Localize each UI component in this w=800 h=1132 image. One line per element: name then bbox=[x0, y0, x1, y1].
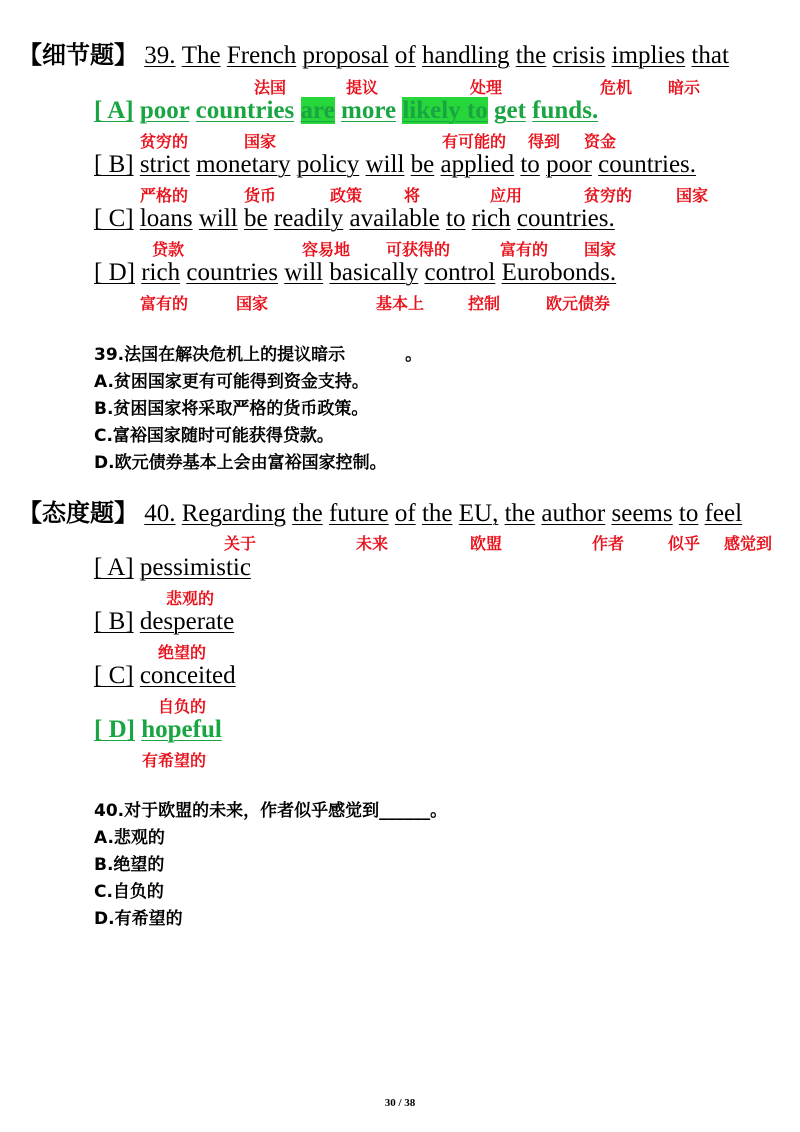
gloss: 基本上 bbox=[376, 294, 425, 313]
option-word: to bbox=[446, 205, 466, 232]
option-word: basically bbox=[329, 259, 419, 286]
gloss: 作者 bbox=[592, 534, 625, 553]
stem-word: that bbox=[691, 42, 729, 69]
gloss: 有可能的 bbox=[442, 132, 507, 151]
option-word: be bbox=[244, 205, 268, 232]
gloss: 处理 bbox=[470, 78, 503, 97]
gloss: 容易地 bbox=[302, 240, 351, 259]
gloss: 应用 bbox=[490, 186, 523, 205]
q39-translation-b: B.贫困国家将采取严格的货币政策。 bbox=[94, 399, 369, 419]
option-word: will bbox=[365, 151, 405, 178]
option-word: control bbox=[424, 259, 496, 286]
gloss: 国家 bbox=[244, 132, 277, 151]
option-word: readily bbox=[273, 205, 344, 232]
stem-word: future bbox=[328, 500, 389, 527]
stem-word: author bbox=[541, 500, 606, 527]
q39-option-d bbox=[94, 258, 616, 288]
q40-translation-d: D.有希望的 bbox=[94, 909, 183, 929]
gloss: 国家 bbox=[676, 186, 709, 205]
gloss: 关于 bbox=[224, 534, 257, 553]
option-word: poor bbox=[546, 151, 592, 178]
highlighted-word: are bbox=[300, 97, 335, 124]
option-letter: [ D] bbox=[94, 716, 135, 743]
gloss: 富有的 bbox=[140, 294, 189, 313]
option-word: get bbox=[494, 97, 526, 124]
option-letter: [ C] bbox=[94, 205, 134, 232]
q39-translation-stem bbox=[94, 344, 422, 366]
option-word: available bbox=[349, 205, 440, 232]
gloss: 提议 bbox=[346, 78, 379, 97]
option-word: countries bbox=[186, 259, 278, 286]
stem-word: to bbox=[678, 500, 699, 527]
option-word: poor bbox=[139, 97, 190, 124]
page-number bbox=[0, 1097, 800, 1109]
gloss: 未来 bbox=[356, 534, 389, 553]
q39-option-b bbox=[94, 150, 696, 180]
option-word: pessimistic bbox=[139, 554, 251, 581]
translation-blank: 。 bbox=[405, 345, 423, 365]
option-letter: [ D] bbox=[94, 259, 135, 286]
stem-word: The bbox=[181, 42, 221, 69]
q39-option-c bbox=[94, 204, 615, 234]
option-word: conceited bbox=[139, 662, 236, 689]
q40-translation-a: A.悲观的 bbox=[94, 828, 165, 848]
gloss: 感觉到 bbox=[724, 534, 773, 553]
gloss: 富有的 bbox=[500, 240, 549, 259]
q39-translation-c: C.富裕国家随时可能获得贷款。 bbox=[94, 426, 334, 446]
q40-translation-stem: 40.对于欧盟的未来，作者似乎感觉到______。 bbox=[94, 801, 448, 821]
option-word: strict bbox=[139, 151, 190, 178]
option-word: policy bbox=[296, 151, 360, 178]
option-word: countries. bbox=[598, 151, 697, 178]
stem-word: the bbox=[515, 42, 547, 69]
option-word: countries. bbox=[516, 205, 615, 232]
option-word: rich bbox=[471, 205, 511, 232]
stem-word: implies bbox=[611, 42, 686, 69]
stem-word: proposal bbox=[302, 42, 389, 69]
q40-type-label: 【态度题】 bbox=[18, 499, 138, 527]
option-word: monetary bbox=[196, 151, 291, 178]
q40-translation-b: B.绝望的 bbox=[94, 855, 165, 875]
stem-word: feel bbox=[704, 500, 743, 527]
gloss: 欧元债券 bbox=[546, 294, 611, 313]
gloss: 国家 bbox=[584, 240, 617, 259]
stem-word: handling bbox=[421, 42, 510, 69]
q40-translation-c: C.自负的 bbox=[94, 882, 164, 902]
option-word: countries bbox=[195, 97, 295, 124]
gloss: 危机 bbox=[600, 78, 633, 97]
translation-stem-text: 39.法国在解决危机上的提议暗示 bbox=[94, 345, 346, 365]
gloss: 贫穷的 bbox=[584, 186, 633, 205]
gloss: 可获得的 bbox=[386, 240, 451, 259]
option-letter: [ A] bbox=[94, 554, 134, 581]
gloss: 暗示 bbox=[668, 78, 701, 97]
gloss: 国家 bbox=[236, 294, 269, 313]
gloss: 绝望的 bbox=[158, 643, 207, 662]
stem-word: of bbox=[394, 500, 416, 527]
option-word: more bbox=[341, 97, 397, 124]
gloss: 法国 bbox=[254, 78, 287, 97]
gloss: 欧盟 bbox=[470, 534, 503, 553]
q39-stem-line bbox=[18, 40, 729, 71]
stem-word: crisis bbox=[552, 42, 606, 69]
option-word: loans bbox=[139, 205, 193, 232]
gloss: 自负的 bbox=[158, 697, 207, 716]
option-word: will bbox=[284, 259, 324, 286]
option-word: rich bbox=[141, 259, 181, 286]
stem-word: seems bbox=[611, 500, 673, 527]
option-word: Eurobonds. bbox=[501, 259, 617, 286]
q39-type-label: 【细节题】 bbox=[18, 41, 138, 69]
gloss: 政策 bbox=[330, 186, 363, 205]
stem-word: the bbox=[292, 500, 323, 527]
option-word: desperate bbox=[139, 608, 235, 635]
gloss: 贷款 bbox=[152, 240, 185, 259]
option-letter: [ A] bbox=[94, 97, 134, 124]
stem-word: 39. bbox=[144, 42, 176, 69]
page-separator: / bbox=[398, 1097, 402, 1109]
stem-word: the bbox=[421, 500, 453, 527]
option-word: applied bbox=[440, 151, 515, 178]
stem-word: 40. bbox=[144, 500, 176, 527]
q39-translation-d: D.欧元债券基本上会由富裕国家控制。 bbox=[94, 453, 387, 473]
gloss: 贫穷的 bbox=[140, 132, 189, 151]
gloss: 似乎 bbox=[668, 534, 701, 553]
gloss: 悲观的 bbox=[166, 589, 215, 608]
q39-translation-a: A.贫困国家更有可能得到资金支持。 bbox=[94, 372, 369, 392]
stem-word: Regarding bbox=[181, 500, 286, 527]
q40-option-c bbox=[94, 661, 236, 691]
stem-word: the bbox=[504, 500, 536, 527]
q40-stem-line bbox=[18, 498, 742, 529]
gloss: 资金 bbox=[584, 132, 617, 151]
gloss: 得到 bbox=[528, 132, 561, 151]
option-letter: [ C] bbox=[94, 662, 134, 689]
current-page: 30 bbox=[384, 1097, 396, 1109]
highlighted-word: likely to bbox=[402, 97, 488, 124]
option-word: will bbox=[198, 205, 238, 232]
option-letter: [ B] bbox=[94, 608, 134, 635]
q40-option-b bbox=[94, 607, 234, 637]
gloss: 有希望的 bbox=[142, 751, 207, 770]
gloss: 货币 bbox=[244, 186, 277, 205]
q40-option-d bbox=[94, 715, 222, 745]
total-pages: 38 bbox=[404, 1097, 416, 1109]
option-word: be bbox=[410, 151, 435, 178]
option-word: hopeful bbox=[141, 716, 222, 743]
q39-option-a bbox=[94, 96, 598, 126]
gloss: 将 bbox=[404, 186, 421, 205]
q40-option-a bbox=[94, 553, 251, 583]
gloss: 严格的 bbox=[140, 186, 189, 205]
stem-word: EU, bbox=[458, 500, 499, 527]
option-word: funds. bbox=[532, 97, 599, 124]
stem-word: of bbox=[394, 42, 416, 69]
option-word: to bbox=[520, 151, 540, 178]
gloss: 控制 bbox=[468, 294, 501, 313]
option-letter: [ B] bbox=[94, 151, 134, 178]
stem-word: French bbox=[226, 42, 297, 69]
